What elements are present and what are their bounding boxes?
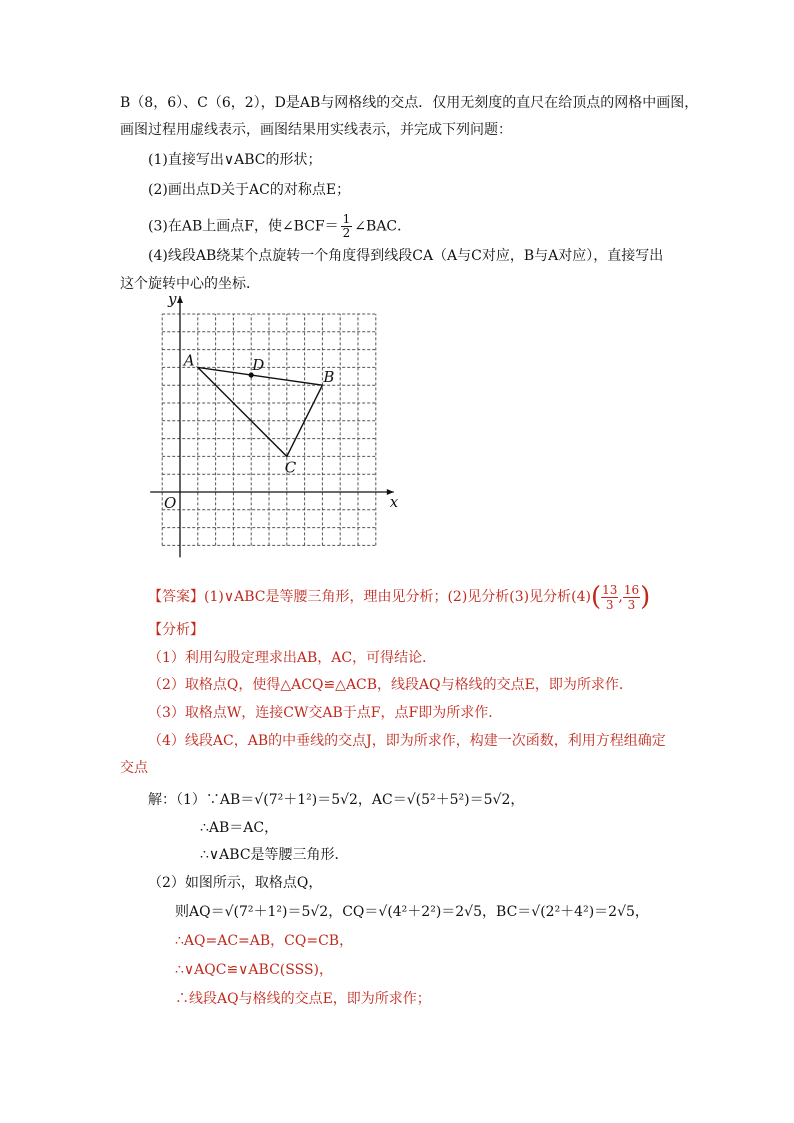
solution-7: ∴∨AQC≌∨ABC(SSS)，	[175, 962, 334, 978]
question-3-fraction	[341, 213, 353, 240]
axes	[150, 296, 394, 557]
answer-text: (1)∨ABC是等腰三角形，理由见分析；(2)见分析(3)见分析(4)	[204, 589, 591, 605]
coord-x-fraction	[601, 583, 618, 612]
left-paren: (	[590, 582, 602, 612]
coordinate-figure	[140, 290, 400, 570]
solution-1: 解：（1）∵AB＝√(7²＋1²)＝5√2，AC＝√(5²＋5²)＝5√2，	[148, 792, 525, 808]
answer-tag: 【答案】	[148, 589, 204, 605]
label-d: D	[252, 356, 265, 375]
analysis-2: （2）取格点Q，使得△ACQ≌△ACB，线段AQ与格线的交点E，即为所求作．	[148, 677, 633, 693]
question-3-suffix: ∠BAC．	[354, 218, 412, 235]
coord-separator: ,	[618, 589, 623, 605]
problem-line-1: B（8，6）、C（6，2），D是AB与网格线的交点．仅用无刻度的直尺在给顶点的网格中画图，	[120, 95, 699, 111]
triangle-outline	[198, 367, 323, 456]
fraction-numerator: 1	[342, 212, 351, 226]
analysis-3: （3）取格点W，连接CW交AB于点F，点F即为所求作．	[148, 705, 503, 721]
question-2: (2)画出点D关于AC的对称点E；	[148, 182, 351, 198]
solution-5: 则AQ＝√(7²＋1²)＝5√2，CQ＝√(4²＋2²)＝2√5，BC＝√(2²＋4²)＝2√5，	[175, 904, 649, 920]
question-3-prefix: (3)在AB上画点F，使∠BCF＝	[148, 218, 339, 235]
fraction-denominator: 2	[342, 226, 351, 240]
analysis-4-line-2: 交点	[120, 760, 148, 776]
analysis-tag: 【分析】	[148, 622, 204, 638]
solution-6: ∴AQ=AC=AB，CQ=CB，	[175, 933, 354, 949]
question-3	[148, 213, 411, 240]
dashed-grid	[162, 314, 376, 545]
problem-line-2: 画图过程用虚线表示，画图结果用实线表示，并完成下列问题：	[120, 122, 512, 138]
coord-x-numerator: 13	[602, 582, 618, 597]
solution-4: （2）如图所示，取格点Q，	[148, 875, 323, 891]
analysis-4-line-1: （4）线段AC，AB的中垂线的交点J，即为所求作，构建一次函数，利用方程组确定	[148, 733, 666, 749]
right-paren: )	[640, 582, 651, 612]
question-4-line-2: 这个旋转中心的坐标．	[120, 276, 260, 292]
solution-8: ∴线段AQ与格线的交点E，即为所求作；	[175, 991, 431, 1007]
triangle-abc	[198, 367, 323, 456]
label-x-axis: x	[389, 493, 399, 511]
coord-y-fraction	[623, 583, 640, 612]
coord-x-denominator: 3	[605, 597, 614, 612]
solution-2: ∴AB＝AC，	[200, 820, 279, 836]
question-4-line-1: (4)线段AB绕某个点旋转一个角度得到线段CA（A与C对应，B与A对应），直接写出	[148, 248, 664, 264]
label-b: B	[323, 368, 335, 387]
label-y-axis: y	[168, 290, 177, 308]
label-a: A	[183, 351, 195, 370]
coord-y-numerator: 16	[623, 582, 640, 597]
y-axis-arrow	[177, 296, 183, 303]
figure-labels	[164, 290, 399, 512]
label-origin: O	[164, 494, 177, 512]
label-c: C	[284, 458, 297, 477]
answer-line	[148, 580, 650, 614]
solution-3: ∴∨ABC是等腰三角形．	[200, 847, 349, 863]
question-1: (1)直接写出∨ABC的形状；	[148, 152, 322, 168]
coord-y-denominator: 3	[627, 597, 636, 612]
analysis-1: （1）利用勾股定理求出AB，AC，可得结论．	[148, 650, 437, 666]
